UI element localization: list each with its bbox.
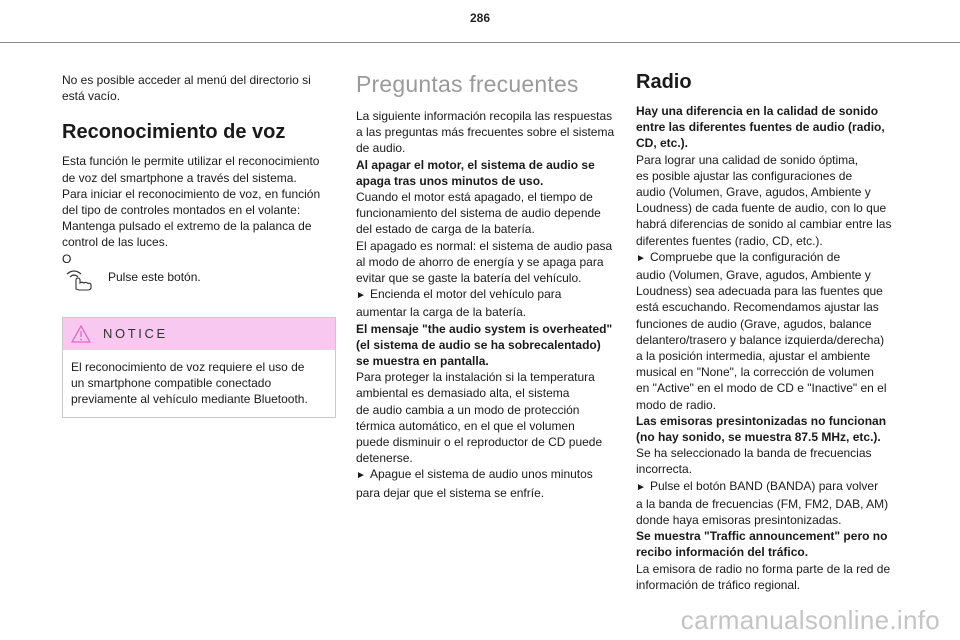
text-line	[636, 184, 904, 200]
text-line-content: Encienda el motor del vehículo para	[370, 287, 562, 302]
text-line-content: funciones de audio (Grave, agudos, balance	[636, 316, 872, 331]
text-line-content: Pulse el botón BAND (BANDA) para volver	[650, 478, 879, 493]
text-line-content: a las preguntas más frecuentes sobre el sistema	[356, 125, 615, 140]
text-line	[356, 418, 618, 434]
text-line-content: musical en "None", la corrección de volumen	[636, 365, 874, 380]
text-line-content: delantero/trasero y balance izquierda/derecha)	[636, 332, 885, 347]
text-line-bold	[356, 337, 618, 353]
text-line	[636, 461, 904, 477]
voice-body-line: Esta función le permite utilizar el reconocimiento	[62, 154, 320, 169]
notice-line: un smartphone compatible conectado	[71, 376, 272, 391]
text-line-content: (el sistema de audio se ha sobrecalentado)	[356, 337, 601, 352]
text-line	[356, 450, 618, 466]
text-line-bold	[636, 135, 904, 151]
text-line	[636, 445, 904, 461]
press-button-label: Pulse este botón.	[108, 269, 201, 284]
text-line	[356, 402, 618, 418]
voice-control-icon	[62, 269, 100, 291]
text-line	[636, 249, 904, 267]
text-line	[356, 189, 618, 205]
text-line-bold	[356, 353, 618, 369]
text-line-content: Loudness) sea adecuada para las fuentes que	[636, 284, 883, 299]
text-line	[636, 168, 904, 184]
text-line-content: Compruebe que la configuración de	[650, 249, 841, 264]
text-line-content: Al apagar el motor, el sistema de audio se	[356, 157, 595, 172]
voice-body-line: O	[62, 251, 72, 266]
text-line-content: se muestra en pantalla.	[356, 354, 489, 369]
text-line-content: El mensaje "the audio system is overheated"	[356, 321, 613, 336]
text-line-bold	[636, 119, 904, 135]
text-line-bold	[636, 544, 904, 560]
text-line-bold	[636, 413, 904, 429]
page-number: 286	[469, 11, 491, 25]
bullet-arrow: ►	[356, 290, 366, 302]
text-line-content: aumentar la carga de la batería.	[356, 305, 527, 320]
text-line	[636, 233, 904, 249]
radio-heading: Radio	[636, 71, 692, 93]
text-line	[356, 304, 618, 320]
text-line-content: Cuando el motor está apagado, el tiempo de	[356, 190, 593, 205]
text-line-content: funcionamiento del sistema de audio depende	[356, 206, 601, 221]
press-button-instruction	[62, 269, 334, 291]
text-line	[636, 348, 904, 364]
text-line-content: al modo de ahorro de energía y se apaga para	[356, 254, 604, 269]
text-line-content: Se ha seleccionado la banda de frecuencias	[636, 446, 872, 461]
voice-body-line: Para iniciar el reconocimiento de voz, en función	[62, 186, 321, 201]
text-line	[356, 385, 618, 401]
text-line-content: térmica automático, en el que el volumen	[356, 418, 575, 433]
text-line-content: Hay una diferencia en la calidad de sonido	[636, 104, 879, 118]
text-line	[356, 369, 618, 385]
intro-line: No es posible acceder al menú del directorio si	[62, 73, 311, 87]
text-line	[636, 316, 904, 332]
text-line	[356, 205, 618, 221]
text-line	[356, 221, 618, 237]
header-divider	[0, 42, 960, 43]
text-line	[636, 200, 904, 216]
bullet-arrow: ►	[636, 252, 646, 264]
notice-box	[62, 317, 336, 419]
text-line-bold	[636, 103, 904, 119]
text-line-content: Para proteger la instalación si la temperatura	[356, 370, 595, 385]
text-line-content: de audio.	[356, 141, 406, 156]
text-line-content: apaga tras unos minutos de uso.	[356, 173, 544, 188]
text-line-content: de audio cambia a un modo de protección	[356, 402, 580, 417]
notice-body	[63, 350, 335, 418]
bullet-arrow: ►	[356, 470, 366, 482]
text-line	[636, 380, 904, 396]
text-line	[636, 267, 904, 283]
text-line-content: en "Active" en el modo de CD e "Inactive" en el	[636, 381, 887, 396]
text-line	[636, 397, 904, 413]
text-line-bold	[636, 528, 904, 544]
text-line-content: entre las diferentes fuentes de audio (radio,	[636, 120, 885, 135]
text-line	[356, 270, 618, 286]
text-line	[636, 561, 904, 577]
text-line	[356, 124, 618, 140]
text-line	[356, 238, 618, 254]
text-line-content: es posible ajustar las configuraciones de	[636, 168, 853, 183]
text-line-content: (no hay sonido, se muestra 87.5 MHz, etc.).	[636, 430, 881, 445]
faq-text	[356, 108, 618, 501]
text-line	[356, 485, 618, 501]
bullet-arrow: ►	[636, 481, 646, 493]
column-middle	[356, 70, 618, 501]
text-line	[356, 466, 618, 484]
text-line	[356, 140, 618, 156]
text-line-content: Para lograr una calidad de sonido óptima,	[636, 152, 859, 167]
voice-body-line: de voz del smartphone a través del sistema.	[62, 170, 297, 185]
text-line-bold	[356, 173, 618, 189]
notice-label: NOTICE	[103, 326, 168, 342]
text-line-content: a la posición intermedia, ajustar el ambiente	[636, 349, 871, 364]
column-right	[636, 70, 904, 593]
text-line	[636, 332, 904, 348]
text-line-content: audio (Volumen, Grave, agudos, Ambiente y	[636, 185, 871, 200]
text-line	[356, 434, 618, 450]
radio-text	[636, 103, 904, 593]
text-line-content: audio (Volumen, Grave, agudos, Ambiente y	[636, 268, 871, 283]
text-line	[356, 254, 618, 270]
text-line-content: La siguiente información recopila las respuestas	[356, 109, 613, 123]
text-line-content: detenerse.	[356, 451, 413, 466]
voice-body-line: Mantenga pulsado el extremo de la palanca de	[62, 219, 312, 234]
text-line-content: modo de radio.	[636, 397, 717, 412]
text-line	[356, 286, 618, 304]
text-line	[636, 478, 904, 496]
text-line	[636, 216, 904, 232]
notice-line: previamente al vehículo mediante Bluetooth.	[71, 392, 308, 407]
voice-body-line: control de las luces.	[62, 235, 169, 250]
text-line	[636, 364, 904, 380]
warning-triangle-icon	[71, 325, 91, 343]
text-line-content: habrá diferencias de sonido al cambiar entre las	[636, 217, 892, 232]
voice-recognition-heading: Reconocimiento de voz	[62, 121, 286, 144]
text-line-content: Se muestra "Traffic announcement" pero no	[636, 529, 888, 544]
intro-line: está vacío.	[62, 89, 121, 104]
text-line-bold	[356, 321, 618, 337]
faq-heading: Preguntas frecuentes	[356, 71, 579, 97]
text-line	[636, 512, 904, 528]
column-left	[62, 72, 334, 418]
text-line-bold	[356, 157, 618, 173]
text-line-content: Apague el sistema de audio unos minutos	[370, 467, 593, 482]
text-line-content: información de tráfico regional.	[636, 577, 801, 592]
text-line-content: para dejar que el sistema se enfríe.	[356, 485, 545, 500]
text-line-bold	[636, 429, 904, 445]
text-line-content: La emisora de radio no forma parte de la red de	[636, 561, 891, 576]
text-line-content: Loudness) de cada fuente de audio, con lo que	[636, 201, 887, 216]
text-line-content: a la banda de frecuencias (FM, FM2, DAB, AM)	[636, 496, 889, 511]
notice-header	[63, 318, 335, 350]
text-line	[356, 108, 618, 124]
text-line-content: del estado de carga de la batería.	[356, 222, 535, 237]
text-line-content: El apagado es normal: el sistema de audio pasa	[356, 238, 613, 253]
text-line	[636, 152, 904, 168]
text-line-content: está escuchando. Recomendamos ajustar las	[636, 300, 879, 315]
text-line	[636, 283, 904, 299]
text-line-content: recibo información del tráfico.	[636, 545, 809, 560]
notice-line: El reconocimiento de voz requiere el uso de	[71, 359, 305, 374]
text-line-content: CD, etc.).	[636, 136, 689, 151]
text-line-content: incorrecta.	[636, 462, 693, 477]
watermark: carmanualsonline.info	[680, 605, 940, 635]
text-line-content: diferentes fuentes (radio, CD, etc.).	[636, 233, 823, 248]
text-line-content: puede disminuir o el reproductor de CD puede	[356, 435, 603, 450]
text-line	[636, 299, 904, 315]
text-line-content: evitar que se gaste la batería del vehículo.	[356, 271, 582, 286]
voice-body-line: del tipo de controles montados en el volante:	[62, 203, 301, 218]
text-line-content: donde haya emisoras presintonizadas.	[636, 513, 842, 528]
text-line	[636, 496, 904, 512]
text-line-content: Las emisoras presintonizadas no funcionan	[636, 413, 887, 428]
text-line-content: ambiental es demasiado alta, el sistema	[356, 386, 570, 401]
text-line	[636, 577, 904, 593]
